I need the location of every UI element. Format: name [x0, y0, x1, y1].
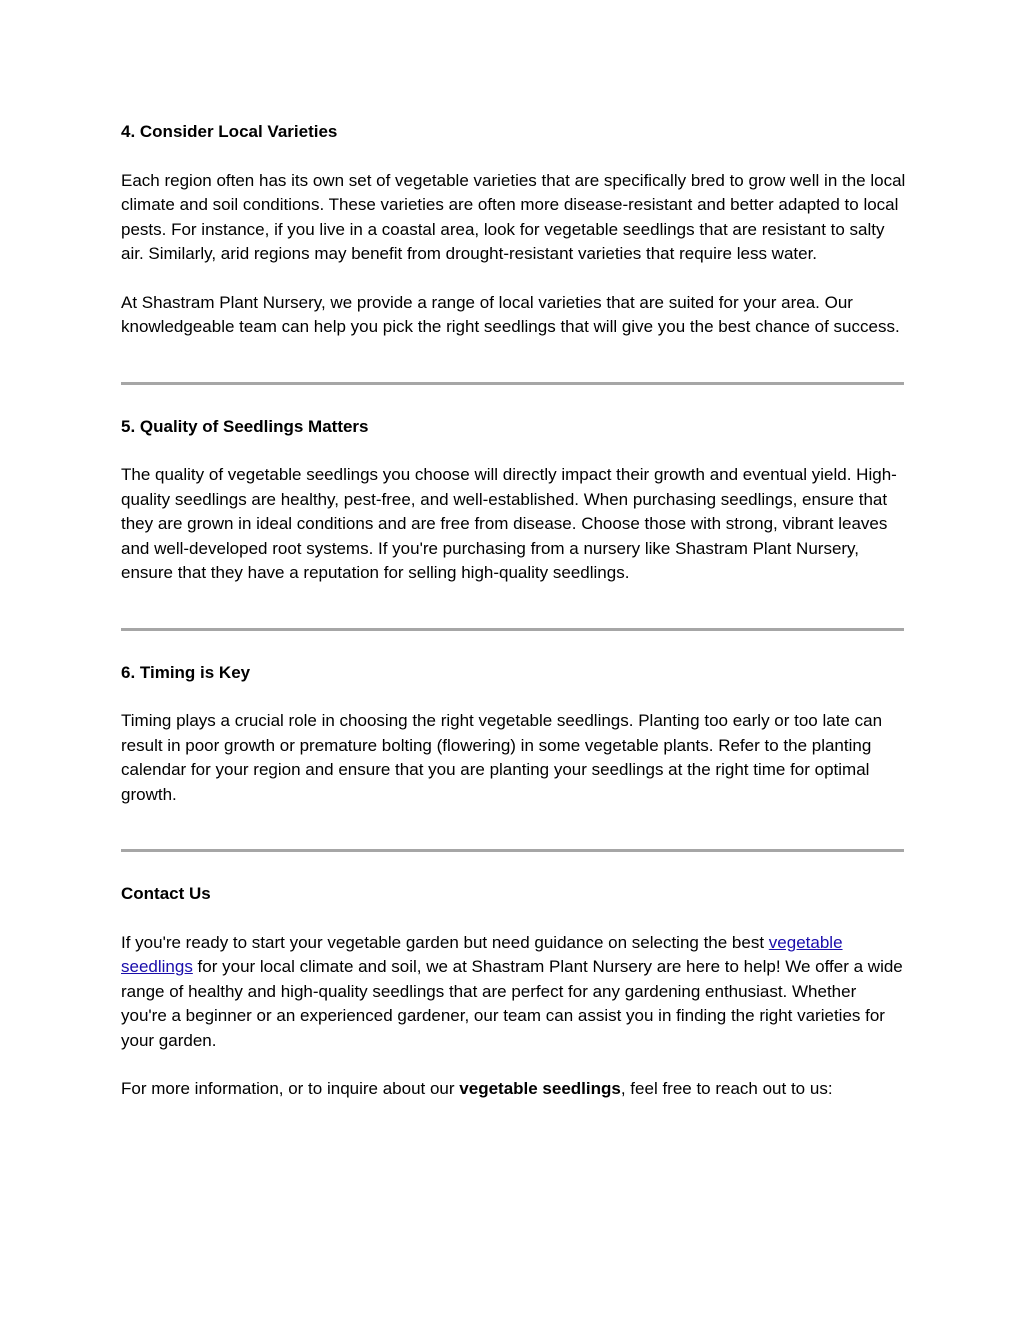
paragraph: Each region often has its own set of vegetable varieties that are specifically bred to grow well in the local climate and soil conditions. These varieties are often more disease-resistant and better adapted to local pests. For instance, if you live in a coastal area, look for vegetable seedlings that are resistant to salty air. Similarly, arid regions may benefit from drought-resistant varieties that require less water. — [121, 170, 906, 263]
section-local-varieties — [121, 120, 906, 340]
paragraph: The quality of vegetable seedlings you choose will directly impact their growth and eventual yield. High-quality seedlings are healthy, pest-free, and well-established. When purchasing seedlings, ensure that they are grown in ideal conditions and are free from disease. Choose those with strong, vibrant leaves and well-developed root systems. If you're purchasing from a nursery like Shastram Plant Nursery, ensure that they have a reputation for selling high-quality seedlings. — [121, 465, 897, 582]
cta-text-after: , feel free to reach out to us: — [620, 1079, 833, 1098]
contact-paragraph — [121, 931, 906, 1054]
contact-text-before-link: If you're ready to start your vegetable garden but need guidance on selecting the best — [121, 932, 769, 952]
section-contact-us — [121, 882, 906, 1102]
section-timing — [121, 661, 906, 808]
section-heading: Contact Us — [121, 884, 211, 903]
paragraph: At Shastram Plant Nursery, we provide a range of local varieties that are suited for your area. Our knowledgeable team can help you pick the right seedlings that will give you the best chance of success. — [121, 292, 900, 336]
document-page — [121, 120, 906, 1102]
contact-cta-paragraph — [121, 1077, 906, 1102]
section-heading: 5. Quality of Seedlings Matters — [121, 416, 369, 436]
cta-bold-text: vegetable seedlings — [459, 1079, 621, 1098]
section-heading: 4. Consider Local Varieties — [121, 122, 338, 141]
vegetable-seedlings-link[interactable]: vegetable seedlings — [121, 932, 843, 976]
paragraph: Timing plays a crucial role in choosing the right vegetable seedlings. Planting too early or too late can result in poor growth or premature bolting (flowering) in some vegetable plants. Refer to the planting calendar for your region and ensure that you are planting your seedlings at the right time for optimal growth. — [121, 711, 883, 804]
section-quality-of-seedlings — [121, 415, 906, 586]
cta-text-before: For more information, or to inquire about our — [121, 1079, 460, 1098]
section-heading: 6. Timing is Key — [121, 662, 251, 682]
contact-text-after-link: for your local climate and soil, we at Shastram Plant Nursery are here to help! We offer a wide range of healthy and high-quality seedlings that are perfect for any gardening enthusiast. Whether you're a beginner or an experienced gardener, our team can assist you in finding the right varieties for your garden. — [121, 957, 903, 1050]
